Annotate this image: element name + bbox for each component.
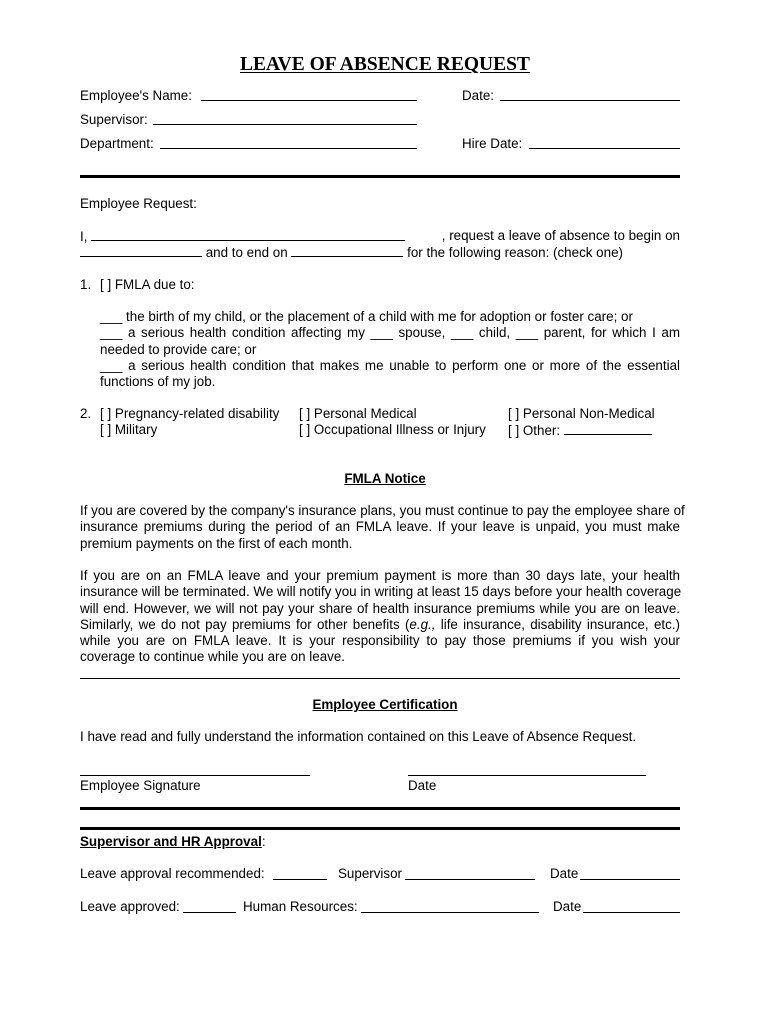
fmla-reasons bbox=[100, 309, 680, 390]
notice-p2-line-4-eg: e.g., bbox=[409, 616, 436, 632]
section-divider bbox=[80, 827, 680, 830]
leave-begin-date-field[interactable] bbox=[80, 244, 202, 257]
leave-end-date-field[interactable] bbox=[291, 244, 403, 257]
employee-name-field[interactable] bbox=[201, 100, 417, 101]
employee-signature-field[interactable] bbox=[80, 775, 310, 776]
notice-p1-line-2: insurance premiums during the period of an FMLA leave. If your leave is unpaid, you must make bbox=[80, 519, 680, 535]
supervisor-field[interactable] bbox=[153, 124, 417, 125]
fmla-notice-heading: FMLA Notice bbox=[344, 471, 426, 486]
other-label: [ ] Other: bbox=[508, 423, 561, 438]
notice-p2-line-4-b: life insurance, disability insurance, etc.) bbox=[435, 616, 680, 632]
certification-date-label: Date bbox=[408, 778, 437, 793]
item-2-number: 2. bbox=[80, 406, 92, 421]
section-divider bbox=[80, 807, 680, 810]
department-field[interactable] bbox=[160, 148, 417, 149]
hire-date-label: Hire Date: bbox=[462, 136, 523, 151]
other-reason-field[interactable] bbox=[564, 422, 652, 435]
request-end-text: and to end on bbox=[205, 245, 288, 260]
fmla-notice-paragraph-1 bbox=[80, 503, 685, 552]
fmla-reason-birth[interactable]: ___ the birth of my child, or the placement of a child with me for adoption or foster care; or bbox=[100, 309, 633, 324]
approved-field[interactable] bbox=[183, 912, 236, 913]
hire-date-field[interactable] bbox=[529, 148, 680, 149]
approved-label: Leave approved: bbox=[80, 899, 180, 914]
request-reason-text: for the following reason: (check one) bbox=[407, 245, 623, 260]
notice-p1-line-3: premium payments on the first of each month. bbox=[80, 535, 353, 551]
personal-non-medical-checkbox[interactable]: [ ] Personal Non-Medical bbox=[508, 406, 655, 421]
fmla-reason-own-health[interactable]: ___ a serious health condition that makes me unable to perform one or more of the essential bbox=[100, 357, 680, 373]
recommended-field[interactable] bbox=[273, 879, 327, 880]
certification-heading: Employee Certification bbox=[312, 697, 458, 712]
hr-date-label: Date bbox=[553, 899, 582, 914]
department-label: Department: bbox=[80, 136, 154, 151]
occupational-checkbox[interactable]: [ ] Occupational Illness or Injury bbox=[299, 422, 486, 437]
supervisor-date-label: Date bbox=[550, 866, 579, 881]
supervisor-label: Supervisor: bbox=[80, 112, 148, 127]
request-begin-text: , request a leave of absence to begin on bbox=[441, 228, 680, 243]
section-divider bbox=[80, 678, 680, 679]
approval-heading bbox=[80, 834, 266, 850]
requester-name-field[interactable] bbox=[91, 228, 405, 241]
fmla-reason-family-care-cont: needed to provide care; or bbox=[100, 341, 257, 357]
notice-p2-line-4-a: Similarly, we do not pay premiums for other benefits ( bbox=[80, 616, 410, 632]
request-line-1 bbox=[80, 228, 680, 245]
date-field[interactable] bbox=[500, 100, 680, 101]
supervisor-date-field[interactable] bbox=[580, 879, 680, 880]
recommended-label: Leave approval recommended: bbox=[80, 866, 265, 881]
request-line-2 bbox=[80, 244, 623, 261]
approval-heading-text: Supervisor and HR Approval bbox=[80, 834, 262, 849]
hr-date-field[interactable] bbox=[583, 912, 680, 913]
notice-p2-line-3: will end. However, we will not pay your share of health insurance premiums while you are on leave. bbox=[80, 600, 680, 616]
employee-name-label: Employee's Name: bbox=[80, 88, 192, 103]
fmla-reason-family-care[interactable]: ___ a serious health condition affecting my ___ spouse, ___ child, ___ parent, for which I am bbox=[100, 325, 680, 341]
notice-p2-line-5: while you are on FMLA leave. It is your responsibility to pay those premiums if you wish your bbox=[80, 633, 680, 649]
notice-p2-line-4 bbox=[80, 617, 680, 633]
fmla-notice-paragraph-2 bbox=[80, 568, 680, 666]
item-1-number: 1. bbox=[80, 277, 92, 292]
notice-p2-line-1: If you are on an FMLA leave and your premium payment is more than 30 days late, your health bbox=[80, 568, 680, 583]
military-checkbox[interactable]: [ ] Military bbox=[100, 422, 158, 437]
section-divider bbox=[80, 175, 680, 178]
personal-medical-checkbox[interactable]: [ ] Personal Medical bbox=[299, 406, 417, 421]
other-checkbox[interactable] bbox=[508, 422, 652, 439]
date-label: Date: bbox=[462, 88, 495, 103]
hr-field[interactable] bbox=[361, 912, 539, 913]
approval-heading-colon: : bbox=[261, 834, 266, 849]
supervisor-approval-field[interactable] bbox=[405, 879, 535, 880]
request-i-label: I, bbox=[80, 229, 88, 244]
notice-p2-line-6: coverage to continue while you are on leave. bbox=[80, 649, 346, 665]
supervisor-approval-label: Supervisor bbox=[338, 866, 403, 881]
fmla-checkbox[interactable]: [ ] FMLA due to: bbox=[100, 277, 195, 292]
certification-text: I have read and fully understand the information contained on this Leave of Absence Request. bbox=[80, 729, 637, 744]
fmla-reason-own-health-cont: functions of my job. bbox=[100, 374, 216, 390]
notice-p1-line-1: If you are covered by the company's insurance plans, you must continue to pay the employee share of bbox=[80, 503, 685, 518]
employee-signature-label: Employee Signature bbox=[80, 778, 201, 793]
hr-label: Human Resources: bbox=[243, 899, 358, 914]
form-title: LEAVE OF ABSENCE REQUEST bbox=[240, 54, 530, 75]
employee-request-heading: Employee Request: bbox=[80, 196, 197, 211]
notice-p2-line-2: insurance will be terminated. We will notify you in writing at least 15 days before your health coverage bbox=[80, 584, 682, 600]
certification-date-field[interactable] bbox=[408, 775, 646, 776]
pregnancy-checkbox[interactable]: [ ] Pregnancy-related disability bbox=[100, 406, 280, 421]
